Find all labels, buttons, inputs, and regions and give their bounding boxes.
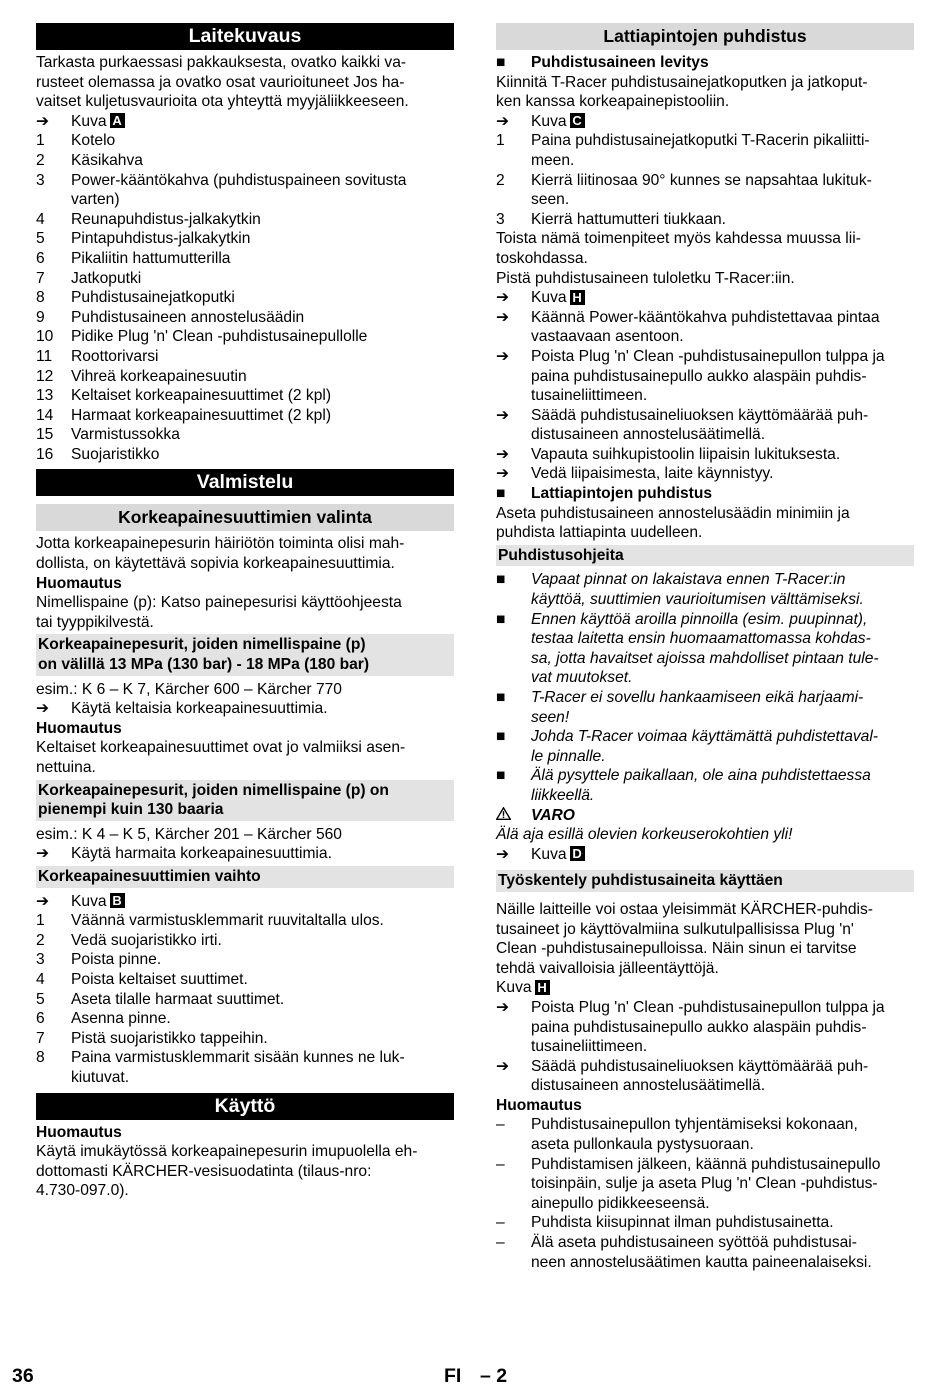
item-text-line: Keltaiset korkeapainesuuttimet (2 kpl) <box>71 387 332 405</box>
item-text-line: aseta pullonkaula pystysuoraan. <box>531 1136 754 1154</box>
arrow-icon: ➔ <box>496 289 510 307</box>
item-text-line: Paina varmistusklemmarit sisään kunnes ne luk- <box>71 1049 405 1067</box>
item-text-line: vastaavaan asentoon. <box>531 328 684 346</box>
item-text-line: Älä pysyttele paikallaan, ole aina puhdistettaessa <box>531 767 871 785</box>
list-item <box>496 347 914 406</box>
list-item <box>36 1029 454 1049</box>
item-text-line: Säädä puhdistusaineliuoksen käyttömäärää puh- <box>531 406 869 424</box>
item-text-line: Aseta tilalle harmaat suuttimet. <box>71 990 285 1008</box>
parts-list <box>36 131 454 464</box>
arrow-icon: ➔ <box>496 406 510 424</box>
heading-nozzle-selection: Korkeapainesuuttimien valinta <box>36 504 454 531</box>
item-text-line: testaa laitetta ensin huomaamattomassa kohdas- <box>531 630 871 648</box>
item-text-line: paina puhdistusainepullo aukko alaspäin puhdis- <box>531 1018 867 1036</box>
list-item <box>496 1233 914 1272</box>
note-heading: Huomautus <box>496 1096 582 1114</box>
item-text-line: Varmistussokka <box>71 426 180 444</box>
arrow-icon: ➔ <box>496 845 510 863</box>
warning-icon <box>496 806 531 826</box>
list-item <box>36 950 454 970</box>
item-number: 2 <box>496 171 505 189</box>
right-column: Lattiapintojen puhdistus ■ Puhdistusaineen levitys Kiinnitä T-Racer puhdistusainejatkoputken ja jatkoput- ken kanssa korkeapainepistooliin. ➔ Kuva C 1 Paina puhdistusainejatkoputki T-Racerin pikaliitti- meen. 2 Kierrä liitinosaa 90° kunnes se napsahtaa lukituk- seen. 3 Kierrä hattumutteri tiukkaan. Toista nämä toimenpiteet myös kahdessa muussa lii- toskohdassa. Pistä puhdistusaineen tuloletku T-Racer:iin. ➔ Kuva H ➔ Käännä Power-kääntökahva puhdistettavaa pintaa vastaavaan asentoon. ➔ Poista Plug 'n' Clean -puhdistusainepullon tulppa ja paina puhdistusainepullo aukko alaspäin puhdis- tusaineliittimeen. ➔ Säädä puhdistusaineliuoksen käyttömäärää puh- distusaineen annostelusäätimellä. ➔ Vapauta suihkupistoolin liipaisin lukituksesta. ➔ Vedä liipaisimesta, laite käynnistyy. ■ Lattiapintojen puhdistus Aseta puhdistusaineen annostelusäädin minimiin ja puhdista lattiapinta uudelleen. Puhdistusohjeita ■ Vapaat pinnat on lakaistava ennen T-Racer:in käyttöä, suuttimien vaurioitumisen välttämiseksi. ■ Ennen käyttöä aroilla pinnoilla (esim. puupinnat), testaa laitetta ensin huomaamattomassa kohdas- sa, jotta havaitset ajoissa mahdolliset pintaan tule- vat muutokset. ■ T-Racer ei sovellu hankaamiseen eikä harjaami- seen! ■ Johda T-Racer voimaa käyttämättä puhdistettaval- le pinnalle. ■ Älä pysyttele paikallaan, ole aina puhdistettaessa liikkeellä. VARO Älä aja esillä olevien korkeuserokohtien yli! ➔ Kuva D Työskentely puhdistusaineita käyttäen Näille laitteille voi ostaa yleisimmät KÄRCHER-puhdis- tusaineet jo käyttövalmiina sulkutulpallisissa Plug 'n' Clean -puhdistusainepulloissa. Näin sinun ei tarvitse tehdä vaivalloisia jälleentäyttöjä. Kuva H ➔ Poista Plug 'n' Clean -puhdistusainepullon tulppa ja paina puhdistusainepullo aukko alaspäin puhdis- tusaineliittimeen. ➔ Säädä puhdistusaineliuoksen käyttömäärää puh- distusaineen annostelusäätimellä. Huomautus – Puhdistusainepullon tyhjentämiseksi kokonaan, aseta pullonkaula pystysuoraan. – Puhdistamisen jälkeen, käännä puhdistusainepullo toisinpäin, sulje ja aseta Plug 'n' Clean -puhdistus- ainepullo pidikkeeseensä. – Puhdista kiisupinnat ilman puhdistusainetta. – Älä aseta puhdistusaineen syöttöä puhdistusai- neen annostelusäätimen kautta paineenalaiseksi. <box>496 23 914 1272</box>
list-item <box>36 406 454 426</box>
item-text-line: neen annostelusäätimen kautta paineenalaiseksi. <box>531 1253 872 1271</box>
figure-ref-d: ➔ Kuva D <box>496 845 914 865</box>
item-text-line: T-Racer ei sovellu hankaamiseen eikä harjaami- <box>531 689 864 706</box>
item-text-line: Poista Plug 'n' Clean -puhdistusainepullon tulppa ja <box>531 347 885 365</box>
list-item <box>36 131 454 151</box>
list-item <box>36 445 454 465</box>
list-item <box>36 990 454 1010</box>
item-number: 6 <box>36 249 45 267</box>
list-item <box>36 288 454 308</box>
item-text-line: Kotelo <box>71 132 116 150</box>
item-number: 3 <box>36 951 45 969</box>
item-number: 15 <box>36 426 54 444</box>
item-text-line: sa, jotta havaitset ajoissa mahdolliset pintaan tule- <box>531 649 879 667</box>
item-text-line: Pidike Plug 'n' Clean -puhdistusainepullolle <box>71 328 368 346</box>
item-text-line: seen. <box>531 191 570 209</box>
item-text-line: Puhdistamisen jälkeen, käännä puhdistusainepullo <box>531 1155 881 1173</box>
list-item <box>496 210 914 230</box>
figure-ref-b: ➔ Kuva B <box>36 892 454 912</box>
bullet-square-icon: ■ <box>496 54 506 71</box>
dash-icon: – <box>496 1234 505 1252</box>
list-item <box>36 931 454 951</box>
figure-letter-b: B <box>110 893 125 908</box>
left-column: Laitekuvaus Tarkasta purkaessasi pakkauksesta, ovatko kaikki va- rusteet olemassa ja ovatko osat vaurioituneet Jos ha- vaitset kuljetusvaurioita ota yhteyttä myyjäliikkeeseen. ➔ Kuva A 1 Kotelo 2 Käsikahva 3 Power-kääntökahva (puhdistuspaineen sovitusta varten) 4 Reunapuhdistus-jalkakytkin 5 Pintapuhdistus-jalkakytkin 6 Pikaliitin hattumutterilla 7 Jatkoputki 8 Puhdistusainejatkoputki 9 Puhdistusaineen annostelusäädin 10 Pidike Plug 'n' Clean -puhdistusainepullolle 11 Roottorivarsi 12 Vihreä korkeapainesuutin 13 Keltaiset korkeapainesuuttimet (2 kpl) 14 Harmaat korkeapainesuuttimet (2 kpl) 15 Varmistussokka 16 Suojaristikko Valmistelu Korkeapainesuuttimien valinta Jotta korkeapainepesurin häiriötön toiminta olisi mah- dollista, on käytettävä sopivia korkeapainesuuttimia. Huomautus Nimellispaine (p): Katso painepesurisi käyttöohjeesta tai tyyppikilvestä. Korkeapainepesurit, joiden nimellispaine (p) on välillä 13 MPa (130 bar) - 18 MPa (180 bar) esim.: K 6 – K 7, Kärcher 600 – Kärcher 770 ➔ Käytä keltaisia korkeapainesuuttimia. Huomautus Keltaiset korkeapainesuuttimet ovat jo valmiiksi asen- nettuina. Korkeapainepesurit, joiden nimellispaine (p) on pienempi kuin 130 baaria esim.: K 4 – K 5, Kärcher 201 – Kärcher 560 ➔ Käytä harmaita korkeapainesuuttimia. Korkeapainesuuttimien vaihto ➔ Kuva B 1 Väännä varmistusklemmarit ruuvitaltalla ulos. 2 Vedä suojaristikko irti. 3 Poista pinne. 4 Poista keltaiset suuttimet. 5 Aseta tilalle harmaat suuttimet. 6 Asenna pinne. 7 Pistä suojaristikko tappeihin. 8 Paina varmistusklemmarit sisään kunnes ne luk- kiutuvat. Käyttö Huomautus Käytä imukäytössä korkeapainepesurin imupuolella eh- dottomasti KÄRCHER-vesisuodatinta (tilaus-nro: 4.730-097.0). <box>36 23 454 1201</box>
item-text-line: Johda T-Racer voimaa käyttämättä puhdistettaval- <box>531 728 878 746</box>
arrow-icon: ➔ <box>36 700 50 718</box>
arrow-icon: ➔ <box>496 1057 510 1075</box>
item-number: 10 <box>36 328 54 346</box>
figure-letter-c: C <box>570 113 585 128</box>
arrow-icon: ➔ <box>496 112 510 130</box>
item-text-line: liikkeellä. <box>531 786 595 804</box>
item-text-line: Puhdistusainejatkoputki <box>71 289 235 307</box>
figure-letter-h: H <box>535 980 550 995</box>
list-item <box>496 464 914 484</box>
item-number: 1 <box>36 912 45 930</box>
item-text-line: Pistä suojaristikko tappeihin. <box>71 1029 268 1047</box>
item-text-line: paina puhdistusainepullo aukko alaspäin puhdis- <box>531 367 867 385</box>
item-text-line: Puhdistusaineen annostelusäädin <box>71 308 305 326</box>
arrow-icon: ➔ <box>496 465 510 483</box>
item-text-line: Vihreä korkeapainesuutin <box>71 367 247 385</box>
item-number: 5 <box>36 230 45 248</box>
item-text-line: Poista Plug 'n' Clean -puhdistusainepullon tulppa ja <box>531 998 885 1016</box>
item-text-line: Suojaristikko <box>71 445 160 463</box>
dash-icon: – <box>496 1116 505 1134</box>
note-heading: Huomautus <box>36 1123 122 1141</box>
list-item <box>496 171 914 210</box>
heading-floor-cleaning: Lattiapintojen puhdistus <box>496 23 914 50</box>
action-grey-nozzles: ➔ Käytä harmaita korkeapainesuuttimia. <box>36 845 332 863</box>
figure-letter-a: A <box>110 113 125 128</box>
list-item <box>36 269 454 289</box>
list-item <box>36 970 454 990</box>
action-yellow-nozzles: ➔ Käytä keltaisia korkeapainesuuttimia. <box>36 700 328 718</box>
heading-working-with-detergents: Työskentely puhdistusaineita käyttäen <box>496 870 914 892</box>
item-text-line: Kierrä hattumutteri tiukkaan. <box>531 210 727 228</box>
item-text-line: varten) <box>71 191 120 209</box>
arrow-icon: ➔ <box>36 892 50 910</box>
application-actions <box>496 308 914 484</box>
item-text-line: meen. <box>531 151 575 169</box>
item-text-line: distusaineen annostelusäätimellä. <box>531 426 766 444</box>
item-number: 3 <box>496 210 505 228</box>
item-number: 3 <box>36 171 45 189</box>
item-number: 12 <box>36 367 54 385</box>
list-item <box>496 1213 914 1233</box>
item-number: 13 <box>36 387 54 405</box>
figure-ref-h: ➔ Kuva H <box>496 288 914 308</box>
footer-language: FI <box>444 1365 462 1387</box>
item-text-line: käyttöä, suuttimien vaurioitumisen välttämiseksi. <box>531 591 864 609</box>
list-item <box>36 911 454 931</box>
item-number: 14 <box>36 406 54 424</box>
page-number: 36 <box>12 1365 34 1387</box>
list-item <box>36 347 454 367</box>
figure-ref-h2: Kuva H <box>496 978 914 998</box>
item-text-line: Power-kääntökahva (puhdistuspaineen sovitusta <box>71 171 407 189</box>
item-number: 16 <box>36 445 54 463</box>
cleaning-tips-list <box>496 570 914 805</box>
item-text-line: Ennen käyttöä aroilla pinnoilla (esim. puupinnat), <box>531 610 868 628</box>
list-item <box>496 445 914 465</box>
item-text-line: Vedä suojaristikko irti. <box>71 931 222 949</box>
list-item <box>496 1155 914 1214</box>
heading-laitekuvaus: Laitekuvaus <box>36 23 454 50</box>
bullet-square-icon: ■ <box>496 689 506 706</box>
list-item <box>496 727 914 766</box>
item-number: 8 <box>36 1049 45 1067</box>
list-item <box>36 425 454 445</box>
item-text-line: toisinpäin, sulje ja aseta Plug 'n' Clean -puhdistus- <box>531 1175 878 1193</box>
dash-icon: – <box>496 1214 505 1232</box>
figure-letter-h: H <box>570 290 585 305</box>
nozzle-change-steps <box>36 911 454 1087</box>
list-item <box>36 386 454 406</box>
list-item <box>496 1115 914 1154</box>
heading-valmistelu: Valmistelu <box>36 469 454 496</box>
footer-section: – 2 <box>480 1365 508 1387</box>
figure-ref-c: ➔ Kuva C <box>496 112 914 132</box>
item-number: 8 <box>36 289 45 307</box>
list-item <box>496 308 914 347</box>
bullet-square-icon: ■ <box>496 571 506 589</box>
example-models-1: esim.: K 6 – K 7, Kärcher 600 – Kärcher 770 <box>36 680 342 698</box>
item-text-line: Säädä puhdistusaineliuoksen käyttömäärää puh- <box>531 1057 869 1075</box>
arrow-icon: ➔ <box>496 308 510 326</box>
list-item <box>36 367 454 387</box>
list-item <box>496 610 914 688</box>
item-text-line: Asenna pinne. <box>71 1010 171 1028</box>
list-item <box>36 171 454 210</box>
subheading-detergent-application: ■ Puhdistusaineen levitys <box>496 54 709 71</box>
item-text-line: seen! <box>531 708 570 726</box>
item-text-line: vat muutokset. <box>531 669 633 687</box>
arrow-icon: ➔ <box>496 445 510 463</box>
list-item <box>496 406 914 445</box>
arrow-icon: ➔ <box>496 347 510 365</box>
list-item <box>36 327 454 347</box>
item-number: 2 <box>36 151 45 169</box>
item-text-line: Älä aseta puhdistusaineen syöttöä puhdistusai- <box>531 1234 857 1252</box>
detergent-actions <box>496 998 914 1096</box>
item-text-line: Reunapuhdistus-jalkakytkin <box>71 210 261 228</box>
dash-icon: – <box>496 1155 505 1173</box>
item-number: 2 <box>36 931 45 949</box>
bullet-square-icon: ■ <box>496 728 506 746</box>
item-number: 1 <box>36 132 45 150</box>
item-text-line: Kierrä liitinosaa 90° kunnes se napsahtaa lukituk- <box>531 171 872 189</box>
item-number: 9 <box>36 308 45 326</box>
subheading-floor-cleaning: ■ Lattiapintojen puhdistus <box>496 485 713 503</box>
note-heading: Huomautus <box>36 574 122 592</box>
item-text-line: le pinnalle. <box>531 747 606 765</box>
heading-nozzle-change: Korkeapainesuuttimien vaihto <box>36 866 454 888</box>
list-item <box>36 1009 454 1029</box>
item-number: 6 <box>36 1010 45 1028</box>
item-number: 4 <box>36 210 45 228</box>
list-item <box>36 229 454 249</box>
item-text-line: Poista pinne. <box>71 951 162 969</box>
bullet-square-icon: ■ <box>496 485 506 503</box>
item-text-line: Pikaliitin hattumutterilla <box>71 249 231 267</box>
note-dash-list <box>496 1115 914 1272</box>
item-text-line: Poista keltaiset suuttimet. <box>71 970 248 988</box>
item-text-line: Roottorivarsi <box>71 347 159 365</box>
item-text-line: Käännä Power-kääntökahva puhdistettavaa pintaa <box>531 308 880 326</box>
list-item <box>36 1048 454 1087</box>
arrow-icon: ➔ <box>36 112 50 130</box>
figure-letter-d: D <box>570 846 585 861</box>
warning-text: Älä aja esillä olevien korkeuserokohtien yli! <box>496 826 793 844</box>
item-number: 5 <box>36 990 45 1008</box>
list-item <box>496 688 914 727</box>
item-text-line: Paina puhdistusainejatkoputki T-Racerin pikaliitti- <box>531 132 870 150</box>
item-text-line: Puhdistusainepullon tyhjentämiseksi kokonaan, <box>531 1116 858 1134</box>
item-text-line: Käsikahva <box>71 151 143 169</box>
heading-kaytto: Käyttö <box>36 1093 454 1120</box>
item-text-line: Harmaat korkeapainesuuttimet (2 kpl) <box>71 406 332 424</box>
application-steps <box>496 131 914 229</box>
list-item <box>496 131 914 170</box>
list-item <box>496 570 914 609</box>
item-text-line: kiutuvat. <box>71 1068 130 1086</box>
item-text-line: Vapauta suihkupistoolin liipaisin lukituksesta. <box>531 445 841 463</box>
item-text-line: Väännä varmistusklemmarit ruuvitaltalla ulos. <box>71 912 384 930</box>
item-number: 1 <box>496 132 505 150</box>
list-item <box>36 151 454 171</box>
list-item <box>36 308 454 328</box>
list-item <box>496 766 914 805</box>
arrow-icon: ➔ <box>496 998 510 1016</box>
laitekuvaus-intro: Tarkasta purkaessasi pakkauksesta, ovatko kaikki va- rusteet olemassa ja ovatko osat vaurioituneet Jos ha- vaitset kuljetusvaurioita ota yhteyttä myyjäliikkeeseen. <box>36 54 409 111</box>
item-text-line: Pintapuhdistus-jalkakytkin <box>71 230 251 248</box>
item-text-line: ainepullo pidikkeeseensä. <box>531 1194 710 1212</box>
heading-cleaning-tips: Puhdistusohjeita <box>496 545 914 567</box>
item-number: 4 <box>36 970 45 988</box>
bullet-square-icon: ■ <box>496 610 506 628</box>
heading-pressure-range-2: Korkeapainepesurit, joiden nimellispaine (p) on pienempi kuin 130 baaria <box>36 780 454 821</box>
item-text-line: Vedä liipaisimesta, laite käynnistyy. <box>531 465 774 483</box>
item-number: 7 <box>36 1029 45 1047</box>
warning-heading: VARO <box>496 806 914 826</box>
bullet-square-icon: ■ <box>496 767 506 785</box>
note-heading: Huomautus <box>36 719 122 737</box>
list-item <box>36 249 454 269</box>
item-text-line: Puhdista kiisupinnat ilman puhdistusainetta. <box>531 1214 834 1232</box>
list-item <box>496 1057 914 1096</box>
list-item <box>496 998 914 1057</box>
arrow-icon: ➔ <box>36 845 50 863</box>
item-text-line: distusaineen annostelusäätimellä. <box>531 1077 766 1095</box>
heading-pressure-range-1: Korkeapainepesurit, joiden nimellispaine (p) on välillä 13 MPa (130 bar) - 18 MPa (180 bar) <box>36 634 454 675</box>
figure-ref-a: ➔ Kuva A <box>36 112 454 132</box>
item-text-line: tusaineliittimeen. <box>531 387 648 405</box>
item-number: 7 <box>36 269 45 287</box>
item-number: 11 <box>36 347 53 365</box>
item-text-line: tusaineliittimeen. <box>531 1038 648 1056</box>
example-models-2: esim.: K 4 – K 5, Kärcher 201 – Kärcher 560 <box>36 825 342 843</box>
item-text-line: Jatkoputki <box>71 269 142 287</box>
item-text-line: Vapaat pinnat on lakaistava ennen T-Racer:in <box>531 571 846 589</box>
list-item <box>36 210 454 230</box>
